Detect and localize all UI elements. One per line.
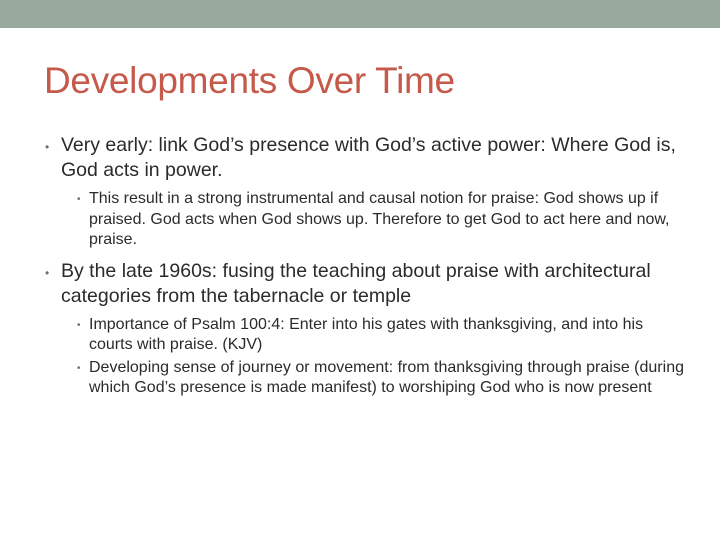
sub-bullet-text: Importance of Psalm 100:4: Enter into his gates with thanksgiving, and into his courts with praise. (KJV) — [89, 315, 644, 353]
slide-title: Developments Over Time — [44, 60, 455, 101]
bullet-list — [44, 133, 684, 399]
sub-bullet-text: This result in a strong instrumental and causal notion for praise: God shows up if praised. God acts when God shows up. Therefore to get God to act here and now, praise. — [89, 190, 670, 248]
bullet-dot-icon: • — [45, 140, 50, 154]
bullet-dot-icon: • — [77, 362, 81, 374]
bullet-text: By the late 1960s: fusing the teaching about praise with architectural categories from the tabernacle or temple — [61, 259, 651, 307]
bullet-dot-icon: • — [77, 194, 81, 205]
bullet-item — [44, 259, 684, 399]
sub-bullet-item — [77, 358, 684, 399]
sub-bullet-list — [77, 315, 684, 399]
bullet-dot-icon: • — [45, 265, 50, 280]
top-accent-bar — [0, 0, 720, 28]
sub-bullet-item — [77, 315, 684, 356]
bullet-item — [44, 133, 684, 251]
bullet-dot-icon: • — [77, 319, 81, 331]
sub-bullet-item — [77, 189, 684, 251]
sub-bullet-text: Developing sense of journey or movement: from thanksgiving through praise (during which God’s presence is made manifest) to worshiping God who is now present — [89, 358, 684, 396]
sub-bullet-list — [77, 189, 684, 251]
bullet-text: Very early: link God’s presence with God’s active power: Where God is, God acts in power. — [61, 134, 676, 181]
slide-content — [44, 133, 684, 407]
